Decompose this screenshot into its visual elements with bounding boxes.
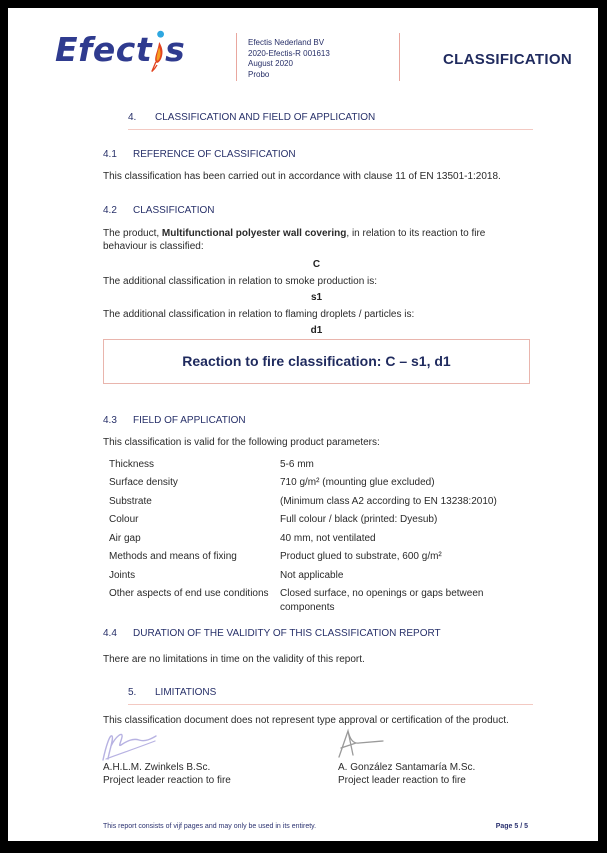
smoke-class-value: s1 bbox=[310, 292, 323, 303]
table-row bbox=[103, 455, 530, 474]
signatory-name: A. González Santamaría M.Sc. bbox=[338, 762, 476, 773]
product-prefix: The product, bbox=[103, 228, 162, 239]
section-number: 4.1 bbox=[103, 149, 117, 160]
header-company: Efectis Nederland BV bbox=[248, 38, 325, 47]
section-number: 5. bbox=[128, 687, 137, 698]
param-label: Substrate bbox=[109, 495, 152, 507]
param-label: Methods and means of fixing bbox=[109, 551, 237, 562]
section-4-4-heading bbox=[103, 627, 530, 640]
header-report-number: 2020-Efectis-R 001613 bbox=[248, 48, 330, 58]
logo-text-right: s bbox=[165, 30, 186, 69]
section-5-heading bbox=[128, 686, 533, 705]
section-title: CLASSIFICATION bbox=[133, 205, 215, 216]
signatory-left bbox=[103, 761, 338, 787]
param-label: Other aspects of end use conditions bbox=[109, 588, 269, 599]
param-value: 5-6 mm bbox=[280, 458, 314, 470]
table-row bbox=[103, 474, 530, 493]
signatory-name: A.H.L.M. Zwinkels B.Sc. bbox=[103, 762, 211, 773]
section-4-1-heading bbox=[103, 148, 530, 161]
fire-class-value: C bbox=[312, 259, 321, 270]
product-name: Multifunctional polyester wall covering bbox=[161, 228, 347, 239]
table-row bbox=[103, 492, 530, 511]
droplets-statement: The additional classification in relation to flaming droplets / particles is: bbox=[103, 309, 415, 320]
signature-right-icon bbox=[331, 726, 401, 765]
section-number: 4.2 bbox=[103, 205, 117, 216]
signature-names bbox=[103, 761, 530, 787]
param-value: 40 mm, not ventilated bbox=[280, 532, 376, 544]
section-number: 4.4 bbox=[103, 628, 117, 639]
param-value: Closed surface, no openings or gaps between components bbox=[280, 588, 484, 613]
logo-text-left: Efect bbox=[55, 30, 153, 69]
param-label: Air gap bbox=[109, 532, 141, 544]
param-label: Thickness bbox=[109, 458, 155, 470]
section-number: 4.3 bbox=[103, 415, 117, 426]
table-row bbox=[103, 548, 530, 567]
param-value: Not applicable bbox=[280, 569, 344, 581]
page-footer bbox=[103, 823, 528, 830]
section-4-3-heading bbox=[103, 414, 530, 427]
page-number: Page 5 / 5 bbox=[495, 823, 528, 830]
section-title: LIMITATIONS bbox=[155, 687, 217, 698]
section-4-1-body: This classification has been carried out in accordance with clause 11 of EN 13501-1:2018. bbox=[103, 171, 501, 182]
section-title: DURATION OF THE VALIDITY OF THIS CLASSIFICATION REPORT bbox=[133, 628, 441, 639]
table-row bbox=[103, 529, 530, 548]
param-label: Surface density bbox=[109, 477, 178, 488]
table-row bbox=[103, 511, 530, 530]
signatory-role: Project leader reaction to fire bbox=[103, 775, 231, 786]
section-title: FIELD OF APPLICATION bbox=[133, 415, 246, 426]
param-value: Full colour / black (printed: Dyesub) bbox=[280, 514, 438, 525]
signatory-role: Project leader reaction to fire bbox=[338, 775, 466, 786]
document-page bbox=[8, 8, 598, 841]
signature-area bbox=[103, 728, 530, 764]
section-4-heading bbox=[128, 111, 533, 130]
section-4-2-heading bbox=[103, 204, 530, 217]
section-number: 4. bbox=[128, 112, 137, 123]
section-title: CLASSIFICATION AND FIELD OF APPLICATION bbox=[155, 112, 376, 123]
footer-note: This report consists of vijf pages and may only be used in its entirety. bbox=[103, 823, 317, 830]
product-suffix: , in relation to its reaction to fire behaviour is classified: bbox=[103, 228, 486, 252]
param-value: (Minimum class A2 according to EN 13238:2010) bbox=[280, 495, 497, 507]
table-row bbox=[103, 585, 530, 617]
section-4-4-body: There are no limitations in time on the validity of this report. bbox=[103, 654, 365, 665]
param-label: Colour bbox=[109, 514, 139, 525]
product-parameters-table bbox=[103, 455, 530, 617]
param-label: Joints bbox=[109, 569, 136, 581]
param-value: Product glued to substrate, 600 g/m² bbox=[280, 551, 442, 562]
classification-result-box: Reaction to fire classification: C – s1, d1 bbox=[103, 339, 530, 384]
section-title: REFERENCE OF CLASSIFICATION bbox=[133, 149, 296, 160]
header-client: Probo bbox=[248, 69, 270, 79]
param-value: 710 g/m² (mounting glue excluded) bbox=[280, 477, 435, 488]
product-statement bbox=[103, 227, 530, 253]
section-4-3-body: This classification is valid for the following product parameters: bbox=[103, 437, 380, 448]
table-row bbox=[103, 566, 530, 585]
droplets-class-value: d1 bbox=[310, 325, 323, 336]
section-5-body: This classification document does not represent type approval or certification of the product. bbox=[103, 715, 509, 726]
document-content bbox=[103, 8, 530, 841]
smoke-statement: The additional classification in relation to smoke production is: bbox=[103, 276, 378, 287]
signatory-right bbox=[338, 761, 475, 787]
document-type-title: CLASSIFICATION bbox=[443, 51, 572, 68]
header-date: August 2020 bbox=[248, 59, 293, 68]
